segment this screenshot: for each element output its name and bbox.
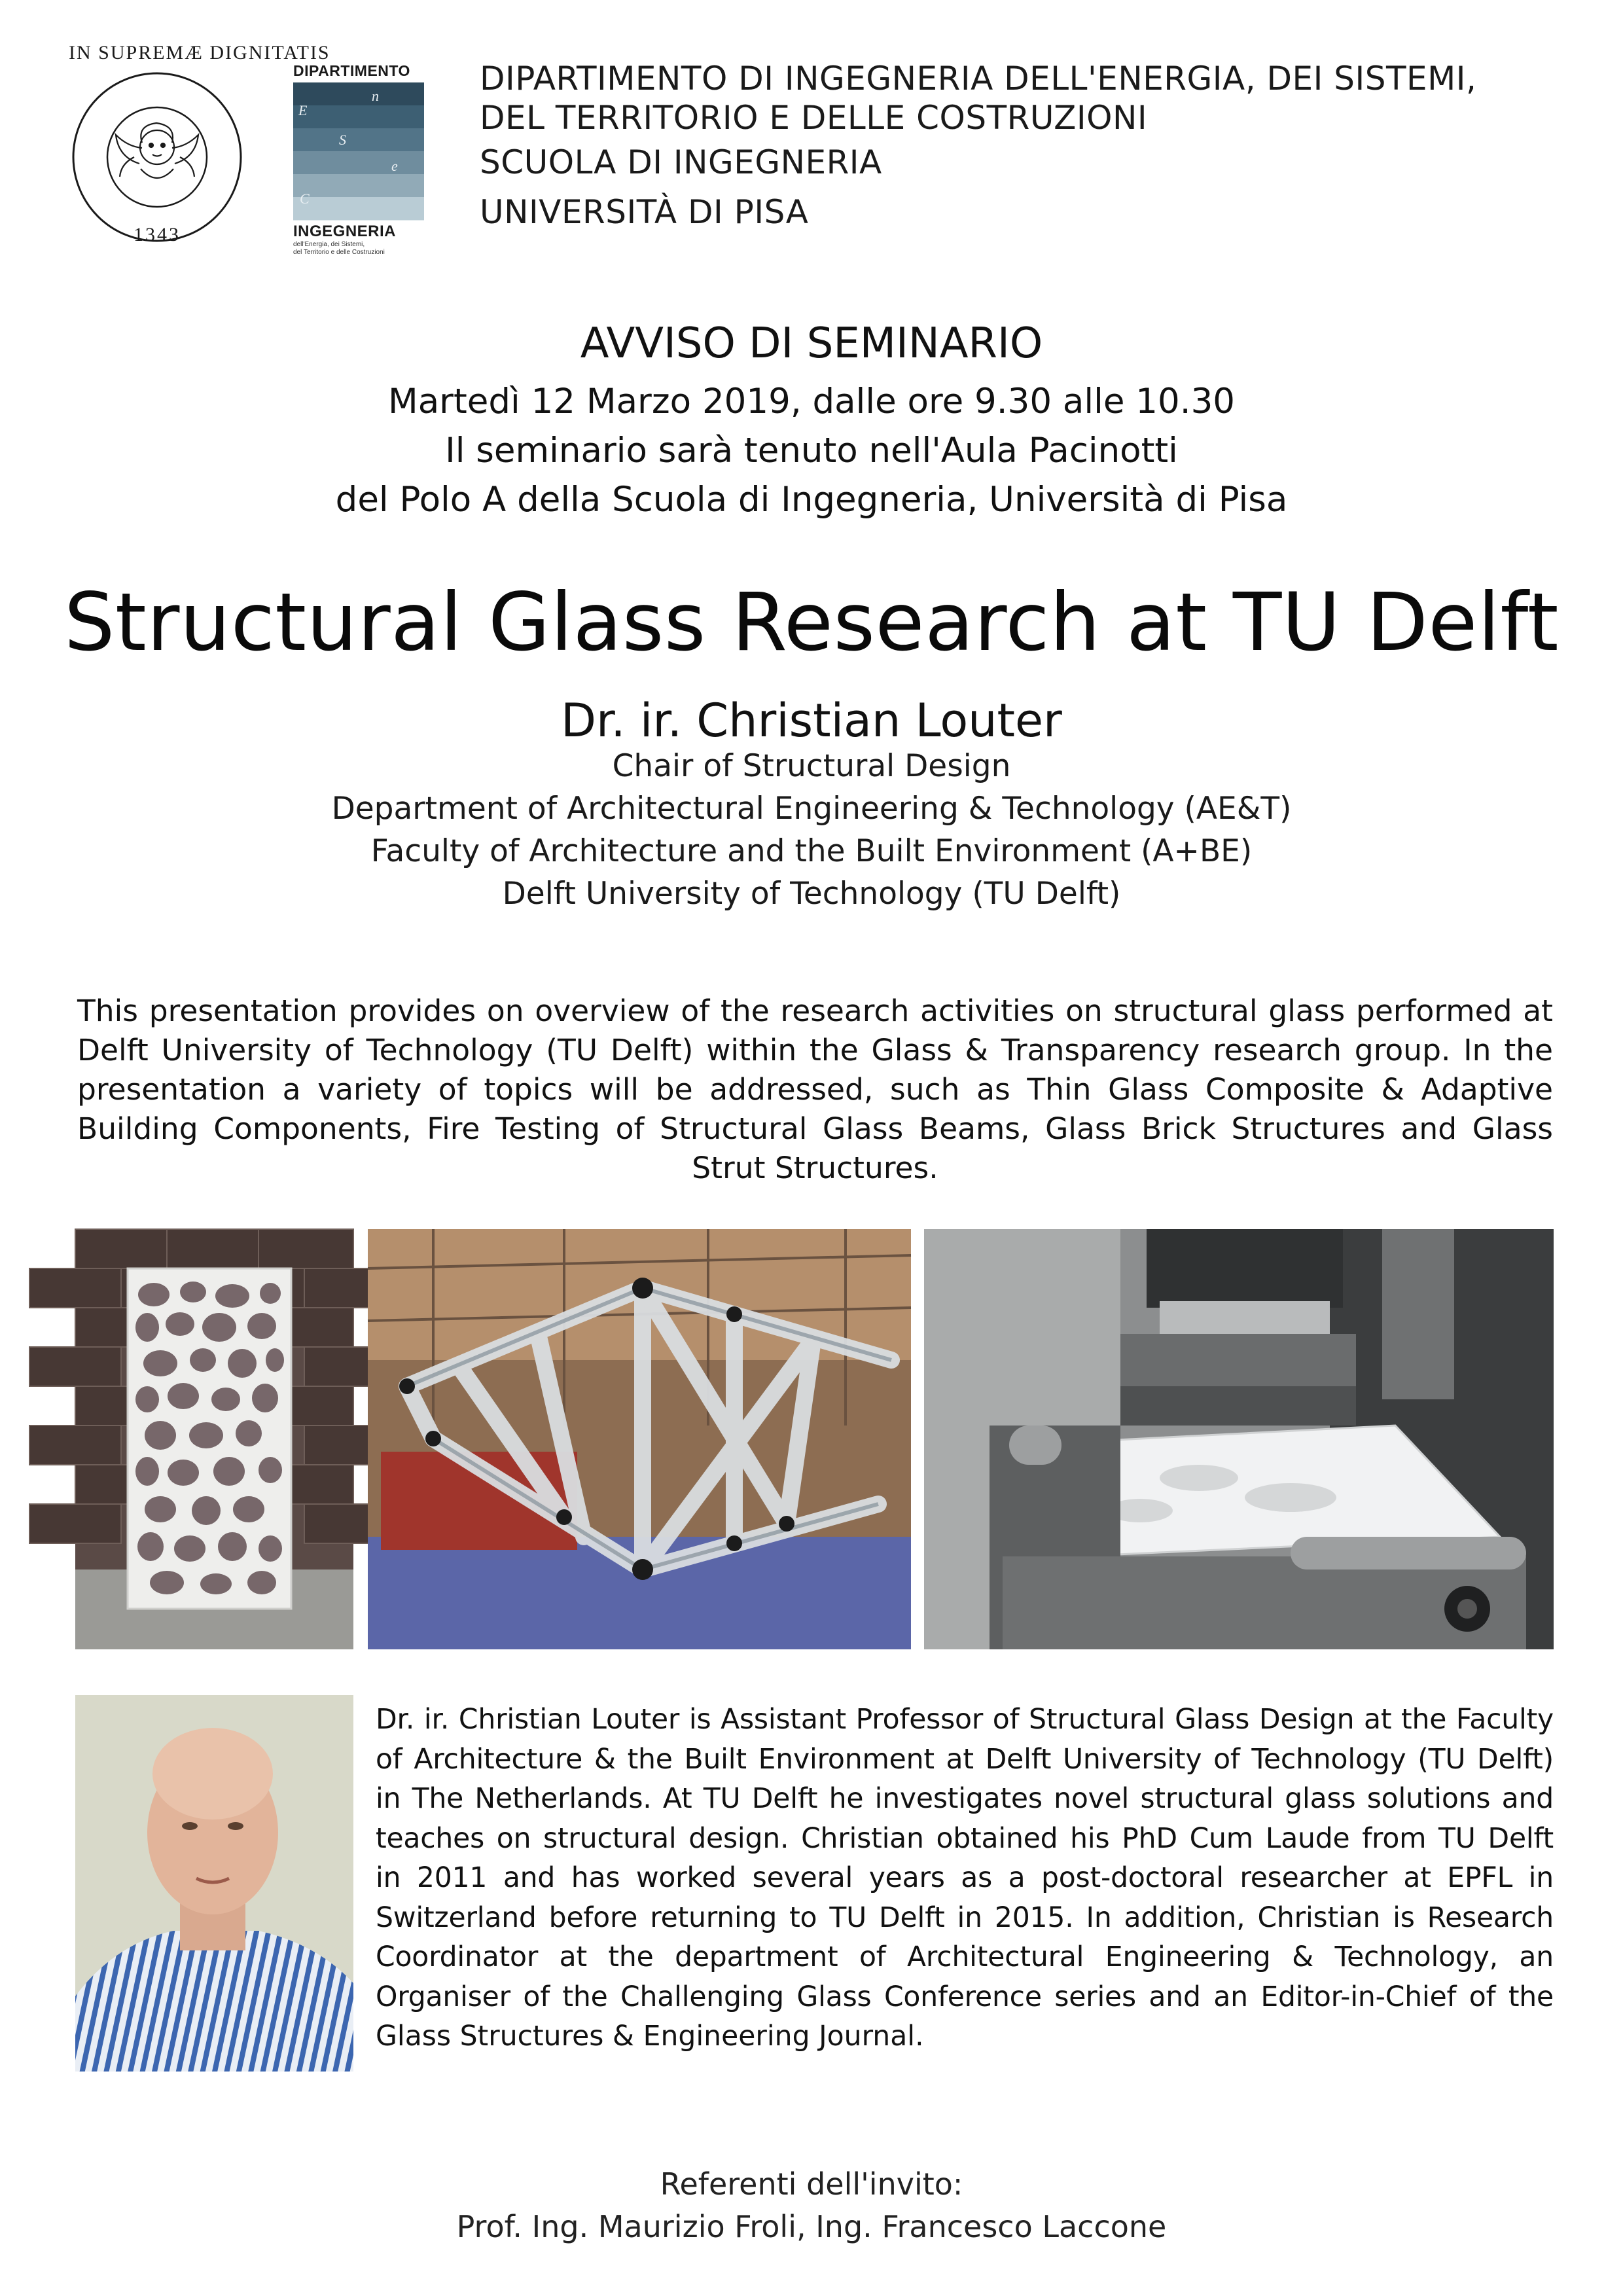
logo-gradient-bar <box>293 105 424 129</box>
abstract-paragraph <box>77 992 1553 1188</box>
photo-glass-strut-structure <box>368 1229 911 1649</box>
logo-gradient-bar <box>293 174 424 198</box>
logo-gradient-bar <box>293 128 424 152</box>
department-logo <box>293 62 424 256</box>
photo-speaker-portrait <box>75 1695 353 2072</box>
abstract-line: Strut Structures. <box>692 1151 938 1185</box>
seminar-title: Structural Glass Research at TU Delft <box>63 576 1560 669</box>
referents-label: Referenti dell'invito: <box>660 2166 963 2202</box>
speaker-bio-paragraph <box>376 1700 1554 2057</box>
logo-gradient-bar <box>293 197 424 221</box>
bio-line: in The Netherlands. At TU Delft he investigates novel structural glass solutions and <box>376 1783 1554 1815</box>
photo-glass-screen-panel <box>75 1229 353 1649</box>
dept-logo-word: INGEGNERIA <box>293 223 397 240</box>
abstract-line: presentation a variety of topics will be addressed, such as Thin Glass Composite & Adaptive <box>77 1072 1553 1107</box>
seal-year: 1343 <box>134 224 181 245</box>
abstract-line: Building Components, Fire Testing of Structural Glass Beams, Glass Brick Structures and Glass <box>77 1111 1553 1146</box>
logo-gradient-bar <box>293 151 424 175</box>
logo-letter: E <box>298 102 308 118</box>
logo-letter: S <box>339 132 346 148</box>
notice-title: AVVISO DI SEMINARIO <box>580 319 1043 368</box>
notice-location-2: del Polo A della Scuola di Ingegneria, Università di Pisa <box>335 480 1288 520</box>
logo-letter: C <box>300 190 310 207</box>
speaker-affiliation: Faculty of Architecture and the Built Environment (A+BE) <box>370 833 1253 869</box>
speaker-affiliation: Department of Architectural Engineering & Technology (AE&T) <box>331 791 1292 827</box>
bio-line: Coordinator at the department of Architectural Engineering & Technology, an <box>376 1941 1554 1973</box>
bio-line: Dr. ir. Christian Louter is Assistant Professor of Structural Glass Design at the Faculty <box>376 1704 1554 1736</box>
bio-line: Organiser of the Challenging Glass Conference series and an Editor-in-Chief of the <box>376 1981 1554 2013</box>
header-line-school: SCUOLA DI INGEGNERIA <box>480 143 882 181</box>
institution-header <box>480 59 1476 237</box>
logo-letter: n <box>372 88 379 104</box>
header-line-department: DIPARTIMENTO DI INGEGNERIA DELL'ENERGIA, DEI SISTEMI, <box>480 60 1477 98</box>
bio-line: of Architecture & the Built Environment at Delft University of Technology (TU Delft) <box>376 1743 1554 1776</box>
bio-line: in 2011 and has worked several years as a post-doctoral researcher at EPFL in <box>376 1862 1554 1894</box>
abstract-line: Delft University of Technology (TU Delft) within the Glass & Transparency research group. In the <box>77 1033 1553 1067</box>
logo-gradient-bar <box>293 82 424 106</box>
notice-date-time: Martedì 12 Marzo 2019, dalle ore 9.30 alle 10.30 <box>387 382 1236 422</box>
bio-line: Glass Structures & Engineering Journal. <box>376 2020 924 2053</box>
speaker-affiliation: Chair of Structural Design <box>612 748 1011 784</box>
logo-letter: e <box>391 158 398 174</box>
dept-logo-top-text: DIPARTIMENTO <box>293 62 410 79</box>
header-line-university: UNIVERSITÀ DI PISA <box>480 193 809 231</box>
dept-logo-subtitle-1: dell'Energia, dei Sistemi, <box>293 241 365 248</box>
speaker-affiliation: Delft University of Technology (TU Delft) <box>502 876 1121 912</box>
dept-logo-gradient-block <box>293 82 424 220</box>
photo-glass-testing-machine <box>924 1229 1554 1649</box>
bio-line: teaches on structural design. Christian obtained his PhD Cum Laude from TU Delft <box>376 1822 1554 1855</box>
bio-line: Switzerland before returning to TU Delft in 2015. In addition, Christian is Research <box>376 1901 1554 1934</box>
abstract-line: This presentation provides on overview of the research activities on structural glass performed at <box>77 994 1553 1028</box>
dept-logo-subtitle-2: del Territorio e delle Costruzioni <box>293 249 385 256</box>
header-line-department-2: DEL TERRITORIO E DELLE COSTRUZIONI <box>480 99 1148 137</box>
speaker-name: Dr. ir. Christian Louter <box>561 694 1062 747</box>
referents-names: Prof. Ing. Maurizio Froli, Ing. Francesco Laccone <box>456 2209 1167 2244</box>
notice-location: Il seminario sarà tenuto nell'Aula Pacinotti <box>445 431 1178 471</box>
seal-motto: IN SUPREMÆ DIGNITATIS <box>69 42 330 63</box>
